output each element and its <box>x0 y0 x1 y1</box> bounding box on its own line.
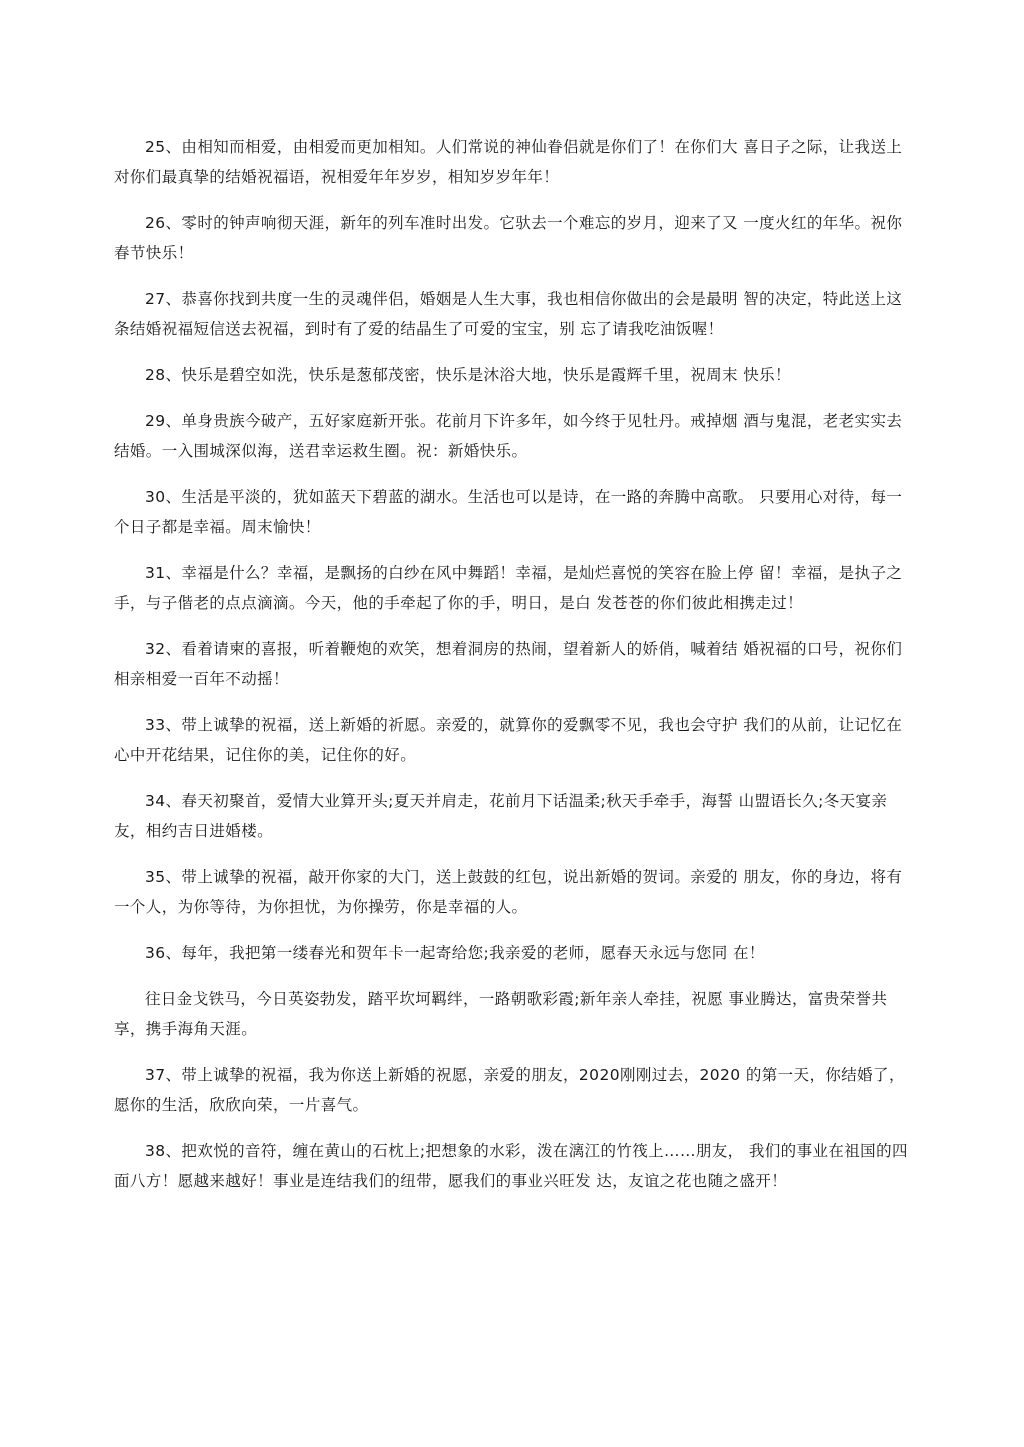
paragraph-36-continued: 往日金戈铁马，今日英姿勃发，踏平坎坷羁绊，一路朝歌彩霞;新年亲人牵挂，祝愿 事业腾达，富贵荣誉共享，携手海角天涯。 <box>114 990 888 1038</box>
paragraph-27: 27、恭喜你找到共度一生的灵魂伴侣，婚姻是人生大事，我也相信你做出的会是最明 智的决定，特此送上这条结婚祝福短信送去祝福，到时有了爱的结晶生了可爱的宝宝，别 忘了请我吃油饭喔！ <box>114 290 903 338</box>
paragraph-26: 26、零时的钟声响彻天涯，新年的列车准时出发。它驮去一个难忘的岁月，迎来了又 一度火红的年华。祝你春节快乐！ <box>114 214 903 262</box>
paragraph-32: 32、看着请柬的喜报，听着鞭炮的欢笑，想着洞房的热闹，望着新人的娇俏，喊着结 婚祝福的口号，祝你们相亲相爱一百年不动摇！ <box>114 640 903 688</box>
paragraph-33: 33、带上诚挚的祝福，送上新婚的祈愿。亲爱的，就算你的爱飘零不见，我也会守护 我们的从前，让记忆在心中开花结果，记住你的美，记住你的好。 <box>114 716 903 764</box>
paragraph-25: 25、由相知而相爱，由相爱而更加相知。人们常说的神仙眷侣就是你们了！在你们大 喜日子之际，让我送上对你们最真挚的结婚祝福语，祝相爱年年岁岁，相知岁岁年年！ <box>114 138 903 186</box>
paragraph-35: 35、带上诚挚的祝福，敲开你家的大门，送上鼓鼓的红包，说出新婚的贺词。亲爱的 朋友，你的身边，将有一个人，为你等待，为你担忧，为你操劳，你是幸福的人。 <box>114 868 903 916</box>
paragraph-36: 36、每年，我把第一缕春光和贺年卡一起寄给您;我亲爱的老师，愿春天永远与您同 在！ <box>145 944 765 962</box>
paragraph-38: 38、把欢悦的音符，缠在黄山的石枕上;把想象的水彩，泼在漓江的竹筏上……朋友， 我们的事业在祖国的四面八方！愿越来越好！事业是连结我们的纽带，愿我们的事业兴旺发 达，友谊之花也随之盛开！ <box>114 1142 908 1190</box>
document-body <box>114 132 914 1212</box>
paragraph-34: 34、春天初聚首，爱情大业算开头;夏天并肩走，花前月下话温柔;秋天手牵手，海誓 山盟语长久;冬天宴亲友，相约吉日进婚楼。 <box>114 792 888 840</box>
paragraph-28: 28、快乐是碧空如洗，快乐是葱郁茂密，快乐是沐浴大地，快乐是霞辉千里，祝周末 快乐！ <box>145 366 791 384</box>
paragraph-37: 37、带上诚挚的祝福，我为你送上新婚的祝愿，亲爱的朋友，2020刚刚过去，2020 的第一天，你结婚了，愿你的生活，欣欣向荣，一片喜气。 <box>114 1066 905 1114</box>
paragraph-29: 29、单身贵族今破产，五好家庭新开张。花前月下许多年，如今终于见牡丹。戒掉烟 酒与鬼混，老老实实去结婚。一入围城深似海，送君幸运救生圈。祝：新婚快乐。 <box>114 412 903 460</box>
paragraph-31: 31、幸福是什么？幸福，是飘扬的白纱在风中舞蹈！幸福，是灿烂喜悦的笑容在脸上停 留！幸福，是执子之手，与子偕老的点点滴滴。今天，他的手牵起了你的手，明日，是白 发苍苍的你们彼此相携走过！ <box>114 564 903 612</box>
paragraph-30: 30、生活是平淡的，犹如蓝天下碧蓝的湖水。生活也可以是诗，在一路的奔腾中高歌。 只要用心对待，每一个日子都是幸福。周末愉快！ <box>114 488 903 536</box>
